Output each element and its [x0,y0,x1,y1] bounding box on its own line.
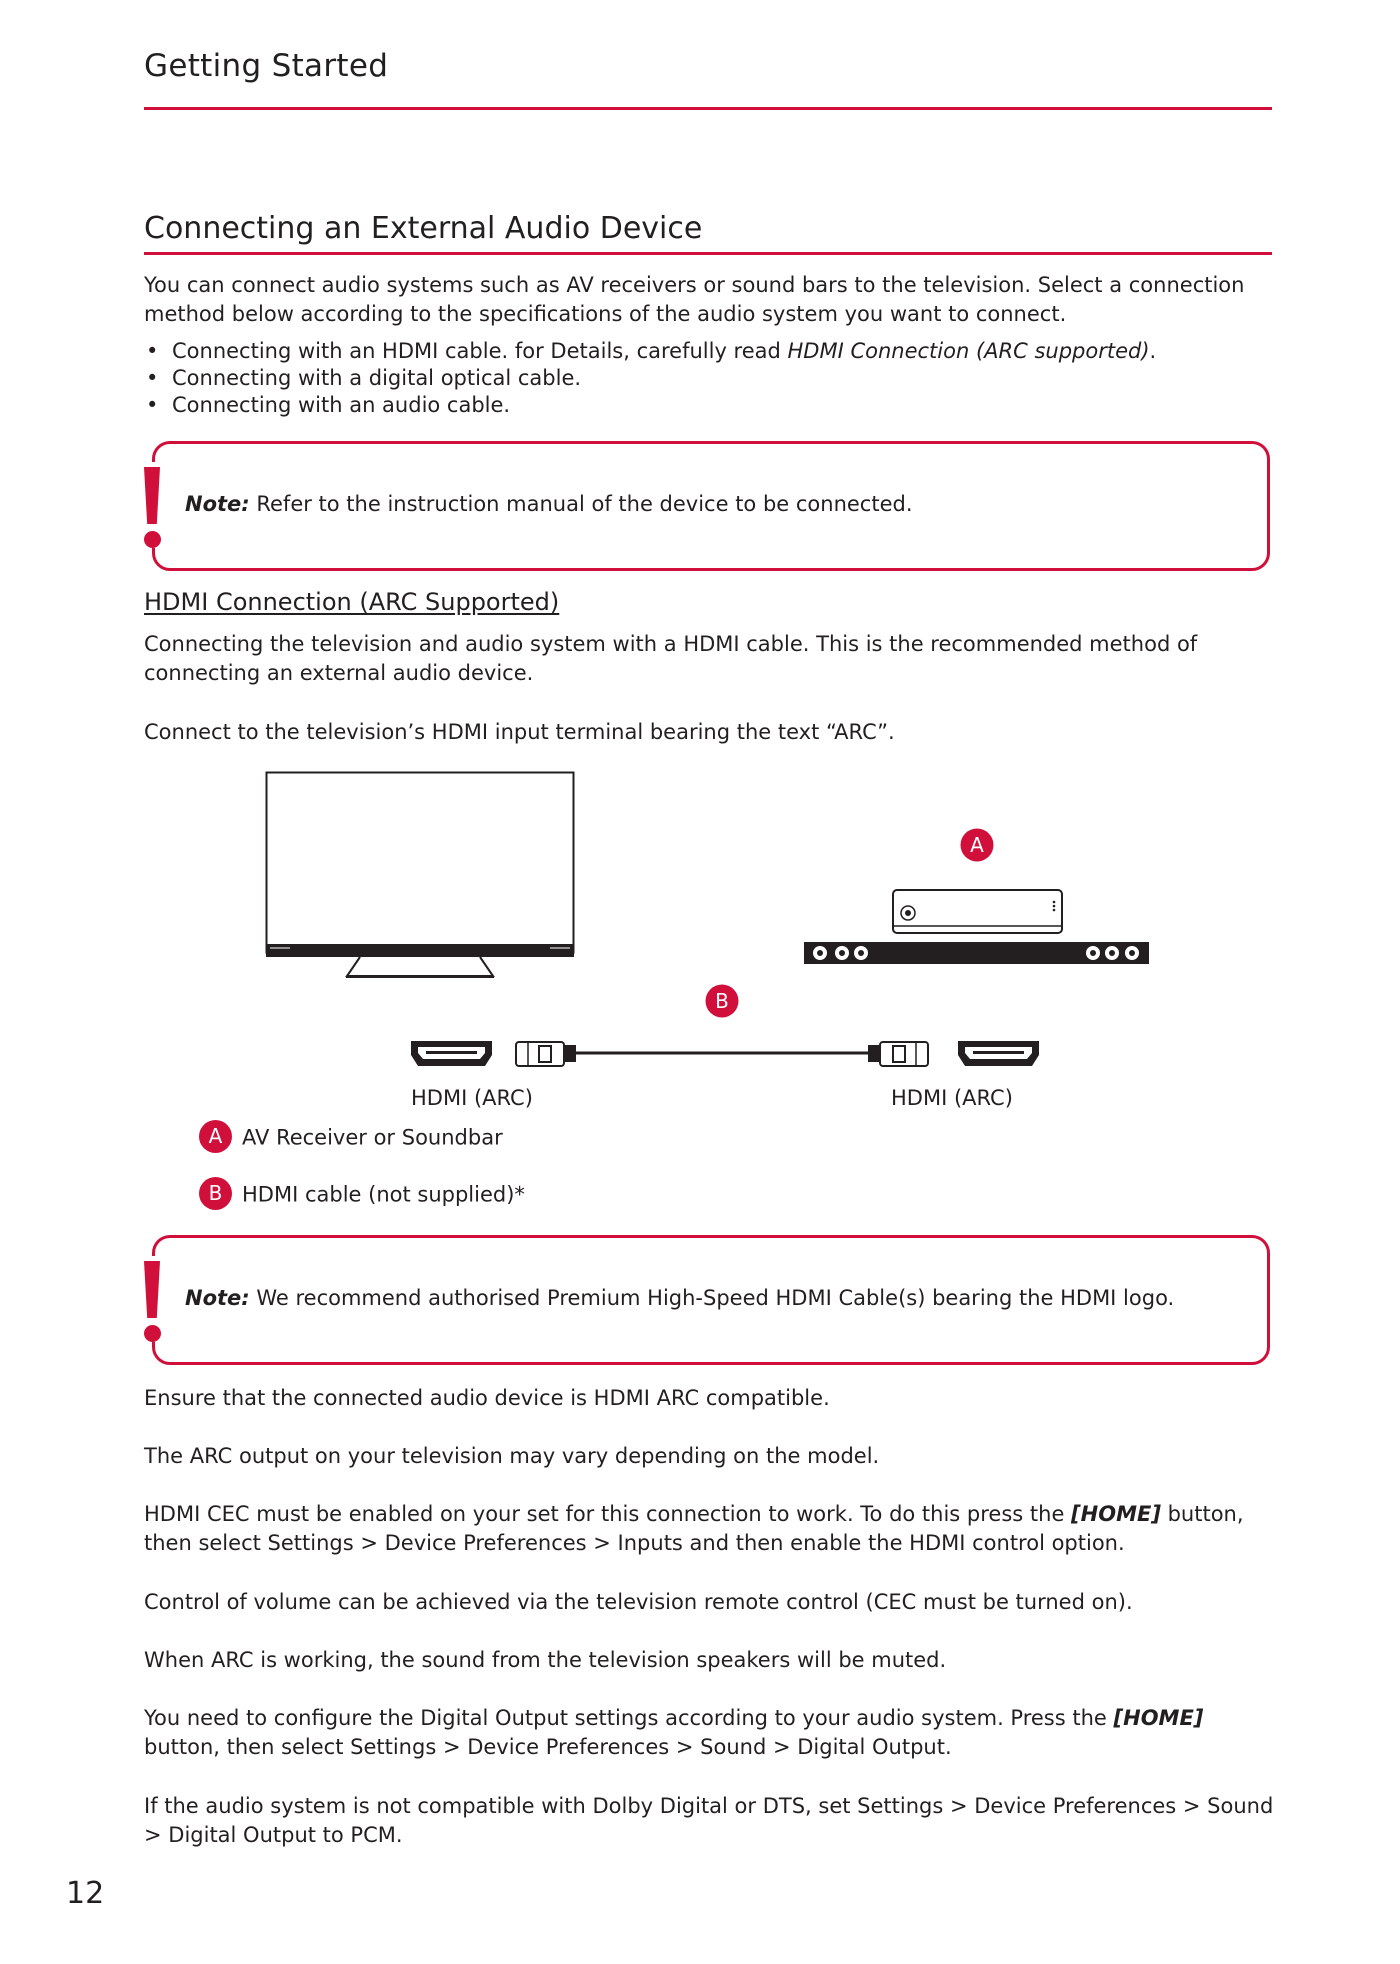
hdmi-port-icon [411,1041,492,1066]
paragraph: If the audio system is not compatible with Dolby Digital or DTS, set Settings > Device Preferences > Sound > Digital Output to PCM. [144,1794,1274,1847]
hdmi-connection-reference: HDMI Connection (ARC supported) [787,339,1150,363]
paragraph: Ensure that the connected audio device is HDMI ARC compatible. [144,1386,830,1410]
badge-a: A [199,1120,232,1153]
legend-item: B HDMI cable (not supplied)* [199,1179,525,1212]
paragraph: You need to configure the Digital Output settings according to your audio system. Press the [HOME] button, then select Settings > Device Preferences > Sound > Digital Output. [144,1706,1204,1759]
hdmi-cable-icon [516,1042,928,1066]
legend-item: A AV Receiver or Soundbar [199,1122,503,1155]
paragraph: HDMI CEC must be enabled on your set for this connection to work. To do this press the [HOME] button, then select Settings > Device Preferences > Inputs and then enable the HDMI control option. [144,1502,1244,1555]
list-item: • Connecting with an HDMI cable. for Details, carefully read HDMI Connection (ARC supported). [144,338,1156,365]
subsection-intro: Connecting the television and audio system with a HDMI cable. This is the recommended method of connecting an external audio device. [144,632,1198,685]
av-receiver-icon [893,890,1062,933]
section-title: Connecting an External Audio Device [144,211,703,246]
list-item: • Connecting with a digital optical cable. [144,365,1156,392]
television-icon [266,773,574,978]
arc-instruction: Connect to the television’s HDMI input terminal bearing the text “ARC”. [144,720,895,744]
note-label: Note: [185,492,250,516]
list-item: • Connecting with an audio cable. [144,392,1156,419]
note-text: Note: We recommend authorised Premium High-Speed HDMI Cable(s) bearing the HDMI logo. [185,1286,1175,1310]
hdmi-port-icon [958,1041,1039,1066]
badge-a [961,829,994,862]
header-title: Getting Started [144,48,389,84]
svg-text:B: B [715,989,729,1013]
paragraph: When ARC is working, the sound from the television speakers will be muted. [144,1648,947,1672]
badge-b [706,985,739,1018]
paragraph: The ARC output on your television may vary depending on the model. [144,1444,880,1468]
section-intro: You can connect audio systems such as AV receivers or sound bars to the television. Select a connection method below according to the specifications of the audio system you want to connect. [144,273,1245,326]
left-port-label: HDMI (ARC) [411,1086,533,1110]
badge-b: B [199,1177,232,1210]
right-port-label: HDMI (ARC) [891,1086,1013,1110]
note-text: Note: Refer to the instruction manual of the device to be connected. [185,492,913,516]
page-number: 12 [66,1876,105,1911]
svg-text:A: A [970,833,984,857]
soundbar-icon [804,942,1149,964]
note-label: Note: [185,1286,250,1310]
subsection-title: HDMI Connection (ARC Supported) [144,588,560,616]
paragraph: Control of volume can be achieved via the television remote control (CEC must be turned on). [144,1590,1133,1614]
